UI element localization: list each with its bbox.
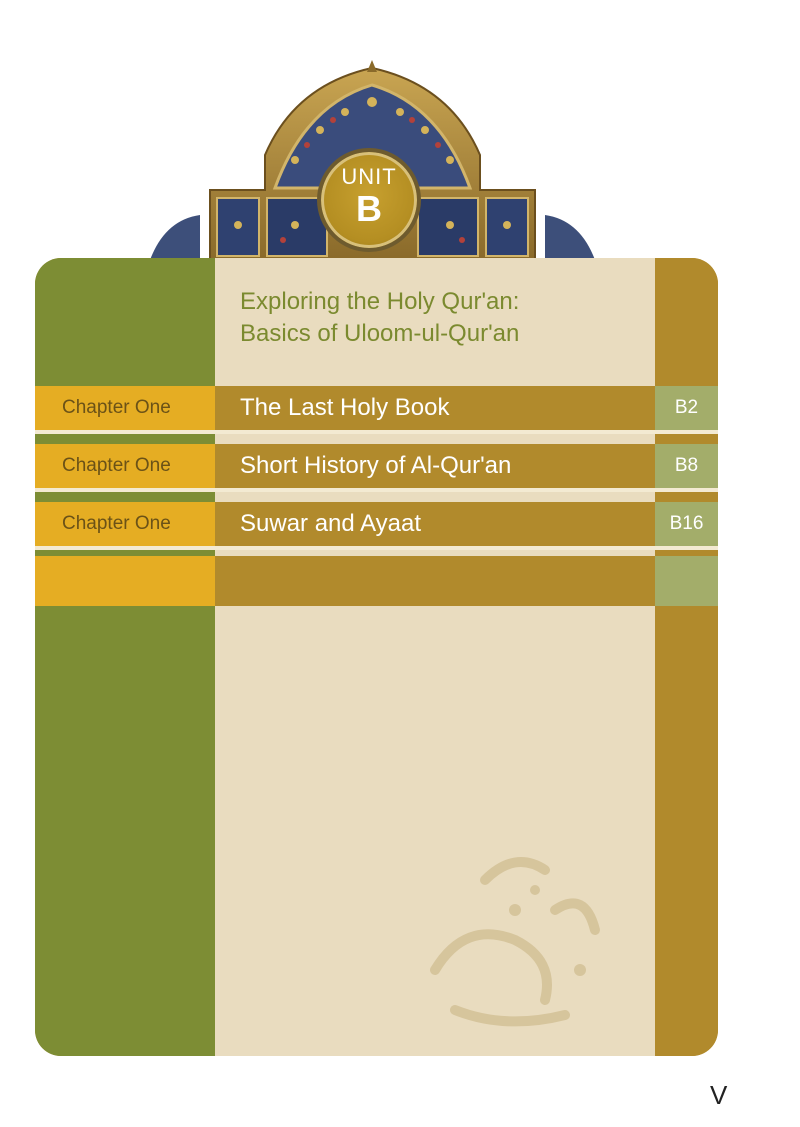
- unit-title-line-2: Basics of Uloom-ul-Qur'an: [240, 320, 520, 347]
- chapter-title[interactable]: Short History of Al-Qur'an: [240, 452, 512, 479]
- chapter-label: Chapter One: [62, 455, 171, 476]
- page-number: V: [710, 1080, 728, 1110]
- toc-row-empty: [35, 556, 718, 600]
- unit-label: UNIT: [341, 164, 397, 189]
- toc-row[interactable]: [35, 444, 718, 488]
- chapter-page: B8: [674, 455, 699, 476]
- chapter-page: B16: [669, 513, 704, 534]
- unit-title: [240, 286, 660, 350]
- unit-title-line-1: Exploring the Holy Qur'an:: [240, 288, 520, 315]
- unit-letter: B: [356, 188, 382, 229]
- arabic-calligraphy-icon: [395, 820, 635, 1040]
- chapter-title[interactable]: The Last Holy Book: [240, 394, 450, 421]
- right-column: [655, 258, 718, 1056]
- toc-row[interactable]: [35, 502, 718, 546]
- chapter-label: Chapter One: [62, 397, 171, 418]
- left-column: [35, 258, 215, 1056]
- chapter-title[interactable]: Suwar and Ayaat: [240, 510, 422, 537]
- toc-row[interactable]: [35, 386, 718, 430]
- chapter-label: Chapter One: [62, 513, 171, 534]
- chapter-page: B2: [674, 397, 699, 418]
- unit-badge: [317, 148, 421, 252]
